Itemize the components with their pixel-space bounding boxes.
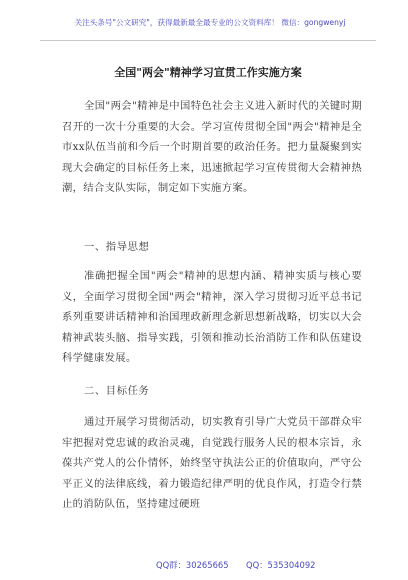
document-title: 全国"两会"精神学习宣贯工作实施方案: [114, 66, 302, 79]
footer-qq-number: QQ：535304092: [246, 560, 316, 570]
section-heading-guiding-ideology: 一、指导思想: [84, 241, 150, 253]
section-heading-goals: 二、目标任务: [84, 385, 150, 397]
header-divider: [40, 40, 376, 41]
intro-paragraph: 全国"两会"精神是中国特色社会主义进入新时代的关键时期召开的一次十分重要的大会。学习宣传贯彻全国"两会"精神是全市xx队伍当前和今后一个时期首要的政治任务。把力量凝聚到实现大会确定的目标任务上来，迅速掀起学习宣传贯彻大会精神热潮，结合支队实际，制定如下实施方案。: [62, 100, 362, 195]
goals-paragraph: 通过开展学习贯彻活动，切实教育引导广大党员干部群众牢牢把握对党忠诚的政治灵魂，自觉践行服务人民的根本宗旨，永葆共产党人的公仆情怀，始终坚守执法公正的价值取向，严守公平正义的法律底线，着力锻造纪律严明的优良作风，打造令行禁止的消防队伍，坚持建过硬班: [62, 416, 362, 511]
guiding-ideology-paragraph: 准确把握全国"两会"精神的思想内涵、精神实质与核心要义，全面学习贯彻全国"两会"精神，深入学习贯彻习近平总书记系列重要讲话精神和治国理政新理念新思想新战略，切实以大会精神武装头脑、指导实践，引领和推动长治消防工作和队伍建设科学健康发展。: [62, 270, 362, 365]
header-promo-note: 关注头条号"公文研究"，获得最新最全最专业的公文资料库！ 微信：gongwenyj: [74, 18, 346, 27]
footer-qq-group: QQ群：30265665: [156, 560, 229, 570]
